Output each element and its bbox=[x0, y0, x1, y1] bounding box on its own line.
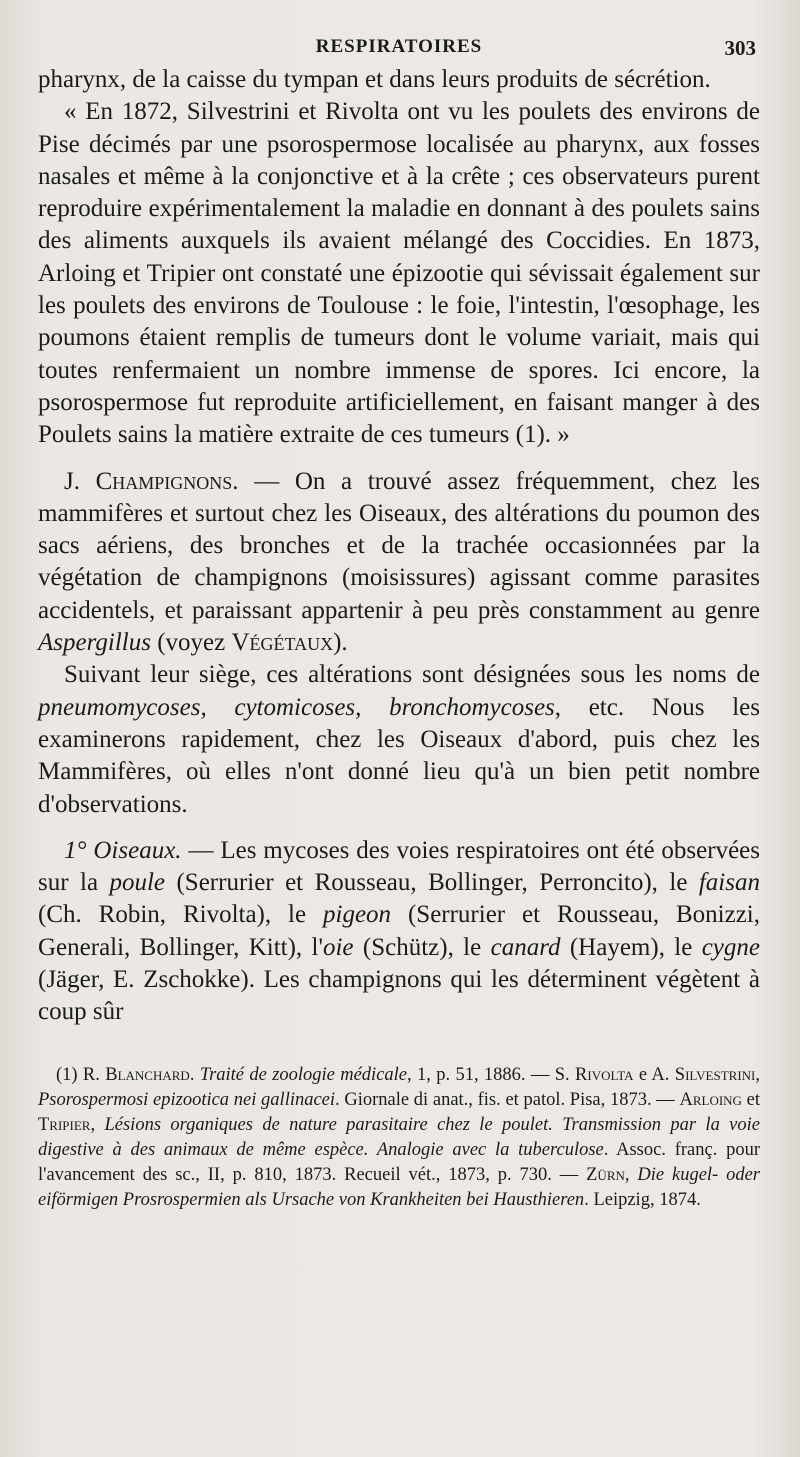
paragraph-2: « En 1872, Silvestrini et Rivolta ont vu les poulets des environs de Pise décimés par une psorospermose localisée au pharynx, aux fosses nasales et même à la conjonctive et à la crête ; ces observateurs purent reproduire expérimentalement la maladie en donnant à des poulets sains des aliments auxquels ils avaient mélangé des Coccidies. En 1873, Arloing et Tripier ont constaté une épizootie qui sévissait également sur les poulets des environs de Toulouse : le foie, l'intestin, l'œsophage, les poumons étaient remplis de tumeurs dont le volume variait, mais qui toutes renfermaient un nombre immense de spores. Ici encore, la psorospermose fut reproduite artificiellement, en faisant manger à des Poulets sains la matière extraite de ces tumeurs (1). » bbox=[38, 98, 760, 449]
paragraph-text: (Schütz), le bbox=[353, 933, 491, 961]
footnote-text: et bbox=[741, 1089, 760, 1110]
main-text bbox=[38, 64, 760, 1029]
section-heading: J. Champignons. bbox=[64, 467, 239, 495]
cross-reference: Végétaux bbox=[231, 629, 334, 657]
paragraph-1: pharynx, de la caisse du tympan et dans leurs produits de sécrétion. bbox=[38, 66, 711, 93]
paragraph-oiseaux bbox=[38, 835, 760, 1029]
footnote-text: (1) R. bbox=[56, 1064, 106, 1085]
footnote-1 bbox=[38, 1063, 760, 1213]
species-name: pigeon bbox=[323, 901, 392, 929]
work-title: Lésions organiques de nature parasitaire chez le poulet. Transmission par la voie digestive à des animaux de même espèce. Analogie avec la tuberculose bbox=[38, 1114, 760, 1160]
author-name: Zürn bbox=[586, 1164, 625, 1185]
footnote-text: , bbox=[755, 1064, 760, 1085]
work-title: Traité de zoologie médicale bbox=[199, 1064, 408, 1085]
paragraph-text: (Hayem), le bbox=[560, 933, 702, 961]
footnote-text: e A. bbox=[633, 1064, 675, 1085]
species-name: oie bbox=[322, 933, 354, 961]
paragraph-text: (Serrurier et Rousseau, Bollinger, Perroncito), le bbox=[165, 869, 699, 897]
footnote-text: , 1, p. 51, 1886. — S. bbox=[407, 1064, 576, 1085]
author-name: Rivolta bbox=[575, 1064, 634, 1085]
page-number: 303 bbox=[724, 36, 756, 60]
subsection-label: 1° Oiseaux. bbox=[64, 836, 182, 864]
running-title: RESPIRATOIRES bbox=[315, 36, 483, 57]
author-name: Blanchard bbox=[105, 1064, 190, 1085]
disease-names: pneumomycoses, cytomicoses, bronchomycoses bbox=[38, 693, 555, 721]
running-head bbox=[38, 30, 760, 64]
paragraph-text: Suivant leur siège, ces altérations sont désignées sous les noms de bbox=[64, 661, 760, 689]
species-name: canard bbox=[490, 933, 561, 961]
paragraph-text: (Serrurier et Rousseau, Bonizzi, Generali, Bollinger, Kitt), l' bbox=[38, 901, 760, 961]
paragraph-text: (Jäger, E. Zschokke). Les champignons qui les déterminent végètent à coup sûr bbox=[38, 966, 760, 1026]
footnote-text: , bbox=[90, 1114, 105, 1135]
footnote-text: . Leipzig, 1874. bbox=[584, 1189, 701, 1210]
paragraph-champignons bbox=[38, 466, 760, 660]
paragraph-4 bbox=[38, 659, 760, 820]
author-name: Tripier bbox=[38, 1114, 91, 1135]
paragraph-text: , etc. Nous les examinerons rapidement, chez les Oiseaux d'abord, puis chez les Mammifères, où elles n'ont donné lieu qu'à un bien petit nombre d'observations. bbox=[38, 693, 760, 818]
footnote-text: , bbox=[624, 1164, 638, 1185]
footnote-text: . bbox=[189, 1064, 200, 1085]
footnotes bbox=[38, 1063, 760, 1213]
paragraph-text: (Ch. Robin, Rivolta), le bbox=[38, 901, 323, 929]
work-title: Psorospermosi epizootica nei gallinacei bbox=[38, 1089, 336, 1110]
species-name: faisan bbox=[698, 869, 760, 897]
species-name: poule bbox=[109, 869, 166, 897]
paragraph-text: — Les mycoses des voies respiratoires ont été observées sur la bbox=[38, 836, 760, 897]
author-name: Silvestrini bbox=[674, 1064, 756, 1085]
genus-name: Aspergillus bbox=[38, 629, 151, 657]
footnote-text: . Assoc. franç. pour l'avancement des sc., II, p. 810, 1873. Recueil vét., 1873, p. 730. — bbox=[38, 1139, 760, 1185]
author-name: Arloing bbox=[679, 1089, 742, 1110]
paragraph-text: ). bbox=[333, 629, 348, 657]
footnote-text: . Giornale di anat., fis. et patol. Pisa, 1873. — bbox=[335, 1089, 680, 1110]
paragraph-text: — On a trouvé assez fréquemment, chez les mammifères et surtout chez les Oiseaux, des altérations du poumon des sacs aériens, des bronches et de la trachée occasionnées par la végétation de champignons (moisissures) agissant comme parasites accidentels, et paraissant appartenir à peu près constamment au genre bbox=[38, 467, 760, 624]
paragraph-text: (voyez bbox=[150, 629, 232, 657]
species-name: cygne bbox=[701, 933, 760, 961]
work-title: Die kugel- oder eiförmigen Prosrospermien als Ursache von Krankheiten bei Hausthieren bbox=[38, 1164, 760, 1210]
